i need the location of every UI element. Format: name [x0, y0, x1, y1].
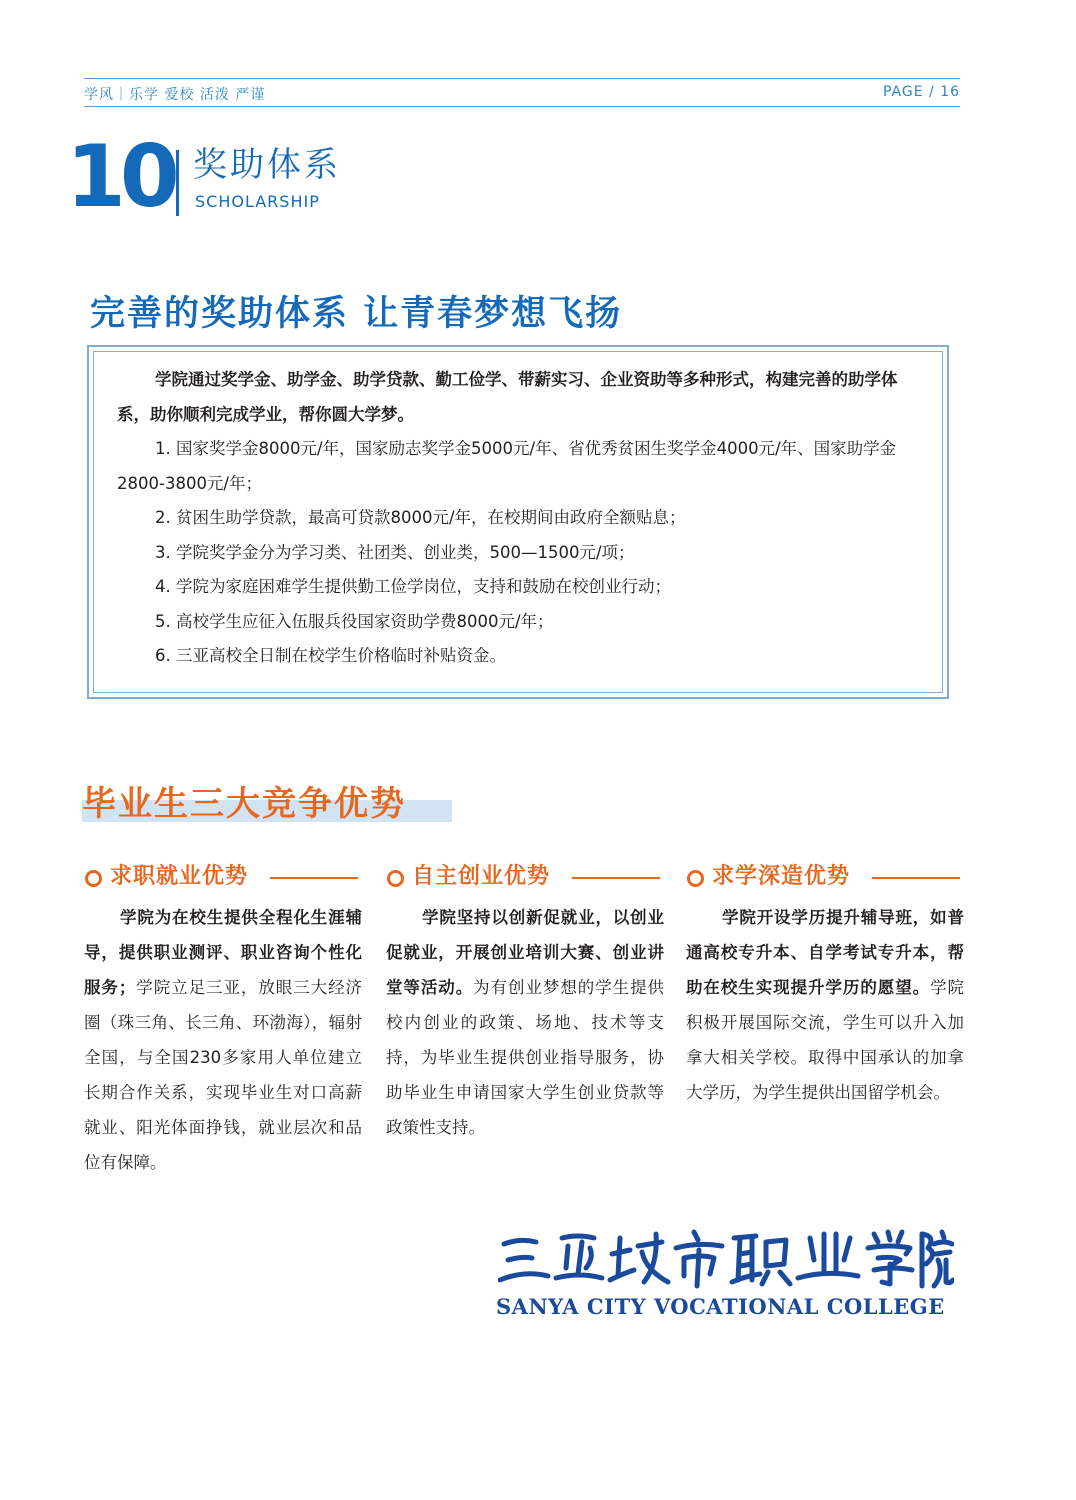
advantage-column-entrepreneurship	[386, 862, 664, 1145]
column-body	[686, 900, 964, 1110]
advantages-heading: 毕业生三大竞争优势	[82, 784, 406, 824]
column-body-text: 学院积极开展国际交流，学生可以升入加拿大相关学校。取得中国承认的加拿大学历，为学生提供出国留学机会。	[686, 978, 965, 1102]
column-title-rule	[872, 877, 960, 879]
column-body-bold: 学院坚持以创新促就业，以创业促就业，开展创业培训大赛、创业讲堂等活动。	[386, 908, 664, 997]
scholarship-item: 4. 学院为家庭困难学生提供勤工俭学岗位，支持和鼓励在校创业行动；	[155, 577, 671, 596]
slogan-heading: 完善的奖助体系 让青春梦想飞扬	[90, 294, 623, 334]
section-divider	[176, 150, 179, 216]
college-name-en: SANYA CITY VOCATIONAL COLLEGE	[496, 1294, 945, 1319]
scholarship-item: 2. 贫困生助学贷款，最高可贷款8000元/年，在校期间由政府全额贴息；	[155, 508, 686, 527]
scholarship-item: 3. 学院奖学金分为学习类、社团类、创业类，500—1500元/项；	[155, 542, 635, 562]
circle-bullet-icon	[85, 870, 102, 887]
column-header	[686, 862, 964, 894]
page-number: PAGE / 16	[882, 84, 960, 100]
column-header	[386, 862, 664, 894]
header-top-line	[84, 78, 960, 79]
column-body	[84, 900, 362, 1180]
column-body	[386, 900, 664, 1145]
section-title-en: SCHOLARSHIP	[195, 192, 320, 211]
scholarship-item: 6. 三亚高校全日制在校学生价格临时补贴资金。	[155, 646, 506, 665]
section-title-cn: 奖助体系	[193, 145, 341, 185]
section-number: 10	[66, 127, 174, 227]
column-title-rule	[572, 877, 660, 879]
scholarship-item: 1. 国家奖学金8000元/年，国家励志奖学金5000元/年、省优秀贫困生奖学金4000元/年、国家助学金2800-3800元/年；	[117, 439, 897, 493]
advantage-column-further-study	[686, 862, 964, 1110]
column-title: 自主创业优势	[412, 864, 551, 889]
college-calligraphy-logo	[498, 1224, 954, 1294]
scholarship-text	[117, 363, 912, 674]
header-motto: 学风｜乐学 爱校 活泼 严谨	[84, 87, 266, 103]
circle-bullet-icon	[687, 870, 704, 887]
header-bottom-line	[84, 106, 960, 107]
column-body-bold: 学院为在校生提供全程化生涯辅导，提供职业测评、职业咨询个性化服务；	[84, 908, 362, 997]
column-body-text: 为有创业梦想的学生提供校内创业的政策、场地、技术等支持，为毕业生提供创业指导服务，协助毕业生申请国家大学生创业贷款等政策性支持。	[386, 978, 665, 1137]
column-header	[84, 862, 362, 894]
column-title-rule	[270, 877, 358, 879]
column-body-bold: 学院开设学历提升辅导班，如普通高校专升本、自学考试专升本，帮助在校生实现提升学历的愿望。	[686, 908, 964, 997]
column-body-text: 学院立足三亚，放眼三大经济圈（珠三角、长三角、环渤海），辐射全国，与全国230多家用人单位建立长期合作关系，实现毕业生对口高薪就业、阳光体面挣钱，就业层次和品位有保障。	[84, 978, 363, 1172]
circle-bullet-icon	[387, 870, 404, 887]
scholarship-item: 5. 高校学生应征入伍服兵役国家资助学费8000元/年；	[155, 611, 554, 631]
scholarship-intro: 学院通过奖学金、助学金、助学贷款、勤工俭学、带薪实习、企业资助等多种形式，构建完善的助学体系，助你顺利完成学业，帮你圆大学梦。	[117, 370, 898, 424]
column-title: 求学深造优势	[712, 864, 851, 889]
scholarship-box	[87, 345, 949, 699]
column-title: 求职就业优势	[110, 864, 249, 889]
advantage-column-employment	[84, 862, 362, 1180]
